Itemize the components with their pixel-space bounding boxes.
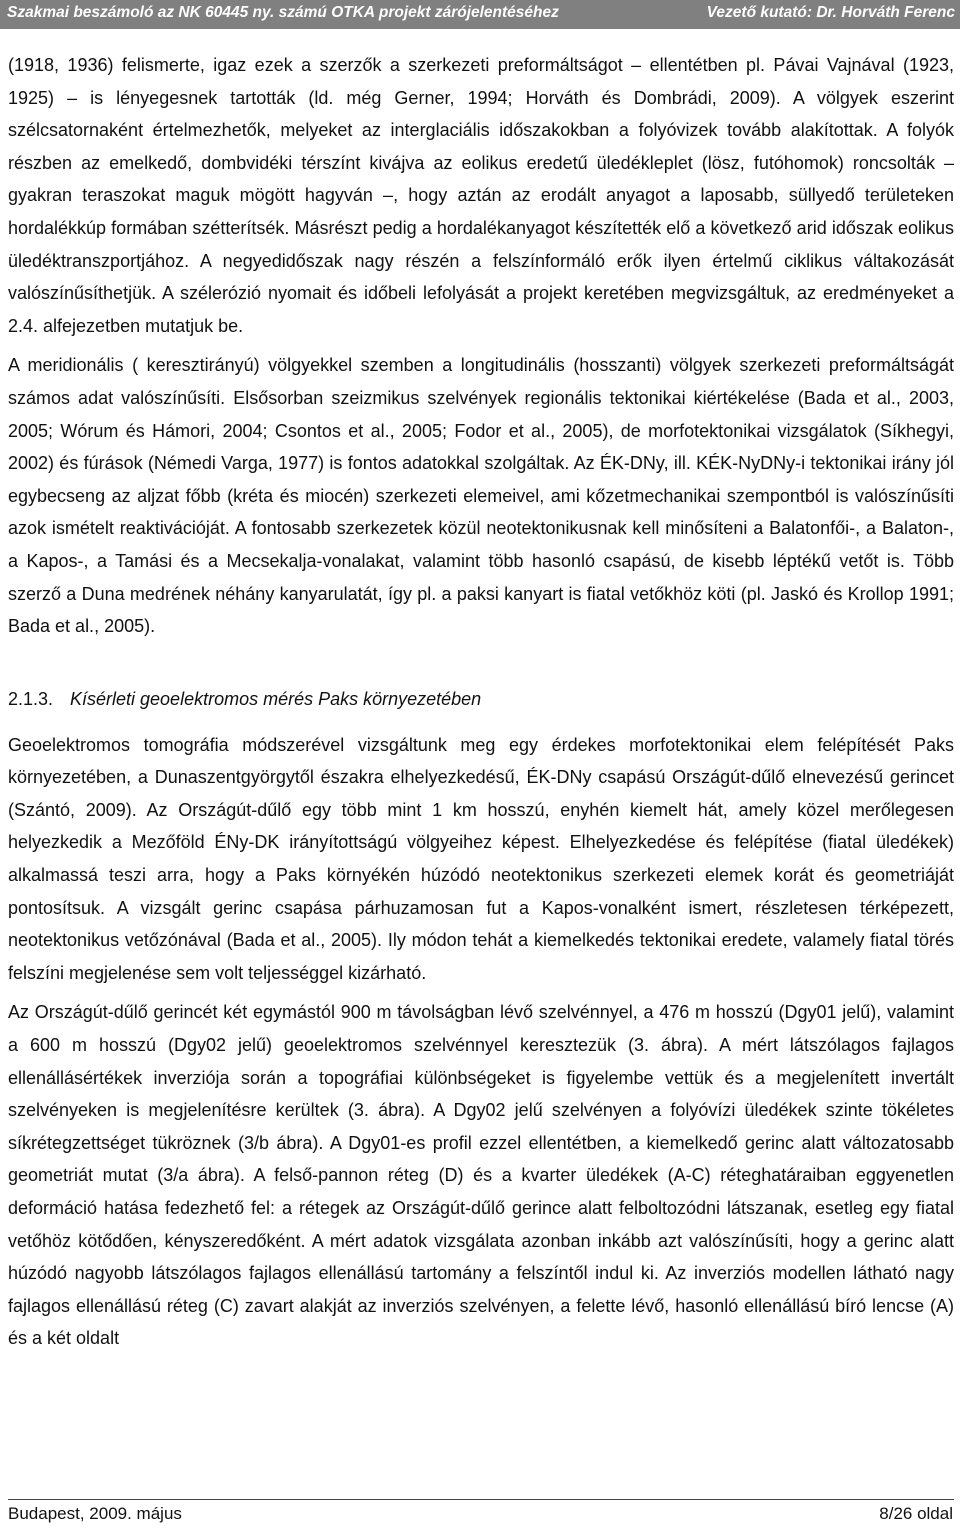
page-footer bbox=[0, 1504, 960, 1528]
document-body bbox=[8, 49, 954, 1355]
paragraph-profiles: Az Országút-dűlő gerincét két egymástól 900 m távolságban lévő szelvénnyel, a 476 m hosszú (Dgy01 jelű), valamint a 600 m hosszú (Dgy02 jelű) geoelektromos szelvénnyel keresztezük (3. ábra). A mért látszólagos fajlagos ellenállásértékek inverziója során a topográfiai különbségeket is figyelembe vettük és a megjelenített invertált szelvényeken is megjelenítésre kerültek (3. ábra). A Dgy02 jelű szelvényen a folyóvízi üledékek szinte tökéletes síkrétegzettséget tükröznek (3/b ábra). A Dgy01-es profil ezzel ellentétben, a kiemelkedő gerinc alatt változatosabb geometriát mutat (3/a ábra). A felső-pannon réteg (D) és a kvarter üledékek (A-C) réteghatáraiban eggyenetlen deformáció hatása fedezhető fel: a rétegek az Országút-dűlő gerince alatt felboltozódni látszanak, esetleg egy fiatal vetőhöz kötődően, kényszeredőként. A mért adatok vizsgálata azonban inkább azt valószínűsíti, hogy a gerinc alatt húzódó nagyobb látszólagos fajlagos ellenállású tartomány a felszíntől indul ki. Az inverziós modellen látható nagy fajlagos ellenállású réteg (C) zavart alakját az inverziós szelvényen, a felette lévő, hasonló ellenállású bíró lencse (A) és a két oldalt bbox=[8, 1002, 954, 1349]
paragraph-valleys-wind: (1918, 1936) felismerte, igaz ezek a szerzők a szerkezeti preformáltságot – ellentétben pl. Pávai Vajnával (1923, 1925) – is lényegesnek tartották (ld. még Gerner, 1994; Horváth és Dombrádi, 2009). A völgyek eszerint szélcsatornaként értelmezhetők, melyeket az interglaciális időszakokban a folyóvizek tovább alakítottak. A folyók részben az emelkedő, dombvidéki térszínt kivájva az eolikus eredetű üledékleplet (lösz, futóhomok) roncsolták – gyakran teraszokat maguk mögött hagyván –, hogy aztán az erodált anyagot a laposabb, süllyedő területeken hordalékkúp formában szétterítsék. Másrészt pedig a hordalékanyagot készítették elő a következő arid időszak eolikus üledéktranszportjához. A negyedidőszak nagy részén a felszínformáló erők ilyen értelmű ciklikus váltakozását valószínűsíthetjük. A szélerózió nyomait és időbeli lefolyását a projekt keretében megvizsgáltuk, az eredményeket a 2.4. alfejezetben mutatjuk be. bbox=[8, 55, 954, 336]
footer-place-date: Budapest, 2009. május bbox=[8, 1504, 182, 1523]
page-header bbox=[0, 0, 960, 29]
section-title: Kísérleti geoelektromos mérés Paks környezetében bbox=[70, 688, 482, 709]
paragraph-longitudinal-valleys: A meridionális ( keresztirányú) völgyekkel szemben a longitudinális (hosszanti) völgyek szerkezeti preformáltságát számos adat valószínűsíti. Elsősorban szeizmikus szelvények regionális tektonikai kiértékelése (Bada et al., 2003, 2005; Wórum és Hámori, 2004; Csontos et al., 2005; Fodor et al., 2005), de morfotektonikai vizsgálatok (Síkhegyi, 2002) és fúrások (Némedi Varga, 1977) is fontos adatokkal szolgáltak. Az ÉK-DNy, ill. KÉK-NyDNy-i tektonikai irány jól egybecseng az aljzat főbb (kréta és miocén) szerkezeti elemeivel, ami kőzetmechanikai szempontból is valószínűsíti azok ismételt reaktivációját. A fontosabb szerkezetek közül neotektonikusnak kell minősíteni a Balatonfői-, a Balaton-, a Kapos-, a Tamási és a Mecsekalja-vonalakat, valamint több hasonló csapású, de kisebb léptékű vetőt is. Több szerző a Duna medrének néhány kanyarulatát, így pl. a paksi kanyart is fiatal vetőkhöz köti (pl. Jaskó és Krollop 1991; Bada et al., 2005). bbox=[8, 355, 954, 637]
footer-divider bbox=[8, 1499, 954, 1500]
section-heading bbox=[8, 683, 954, 715]
header-project-title: Szakmai beszámoló az NK 60445 ny. számú OTKA projekt zárójelentéséhez bbox=[7, 4, 559, 21]
section-number: 2.1.3. bbox=[8, 688, 54, 709]
paragraph-geoelectric-method: Geoelektromos tomográfia módszerével vizsgáltunk meg egy érdekes morfotektonikai elem felépítését Paks környezetében, a Dunaszentgyörgytől északra elhelyezkedésű, ÉK-DNy csapású Országút-dűlő elnevezésű gerincet (Szántó, 2009). Az Országút-dűlő egy több mint 1 km hosszú, enyhén kiemelt hát, amely közel merőlegesen helyezkedik a Mezőföld ÉNy-DK irányítottságú völgyeihez képest. Elhelyezkedése és felépítése (fiatal üledékek) alkalmassá teszi arra, hogy a Paks környékén húzódó neotektonikus szerkezeti elemek korát és geometriáját pontosítsuk. A vizsgált gerinc csapása párhuzamosan fut a Kapos-vonalként ismert, részletesen térképezett, neotektonikus vetőzónával (Bada et al., 2005). Ily módon tehát a kiemelkedés tektonikai eredete, valamely fiatal törés felszíni megjelenése sem volt teljességgel kizárható. bbox=[8, 734, 954, 983]
footer-page-number: 8/26 oldal bbox=[879, 1504, 953, 1523]
header-lead-researcher: Vezető kutató: Dr. Horváth Ferenc bbox=[706, 4, 955, 21]
